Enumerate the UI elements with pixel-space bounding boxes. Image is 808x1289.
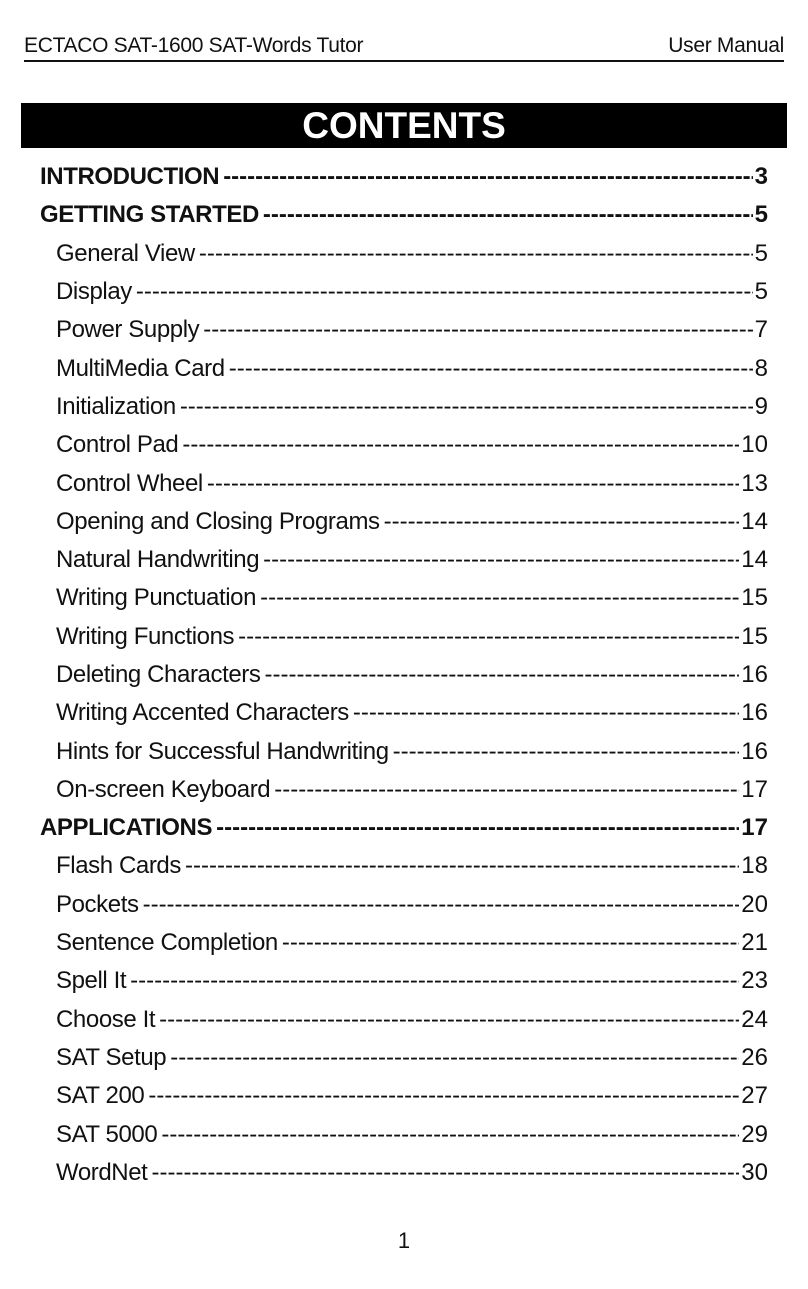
toc-leader-dashes [203, 316, 752, 344]
toc-entry[interactable] [40, 273, 768, 311]
toc-entry-label: Hints for Successful Handwriting [56, 737, 389, 765]
toc-leader-dashes [143, 891, 740, 919]
toc-entry-page: 5 [754, 239, 768, 267]
toc-entry[interactable] [40, 886, 768, 924]
toc-entry-label: Sentence Completion [56, 929, 278, 957]
toc-entry-label: Control Wheel [56, 469, 203, 497]
header-title: ECTACO SAT-1600 SAT-Words Tutor [24, 34, 364, 57]
toc-entry-page: 9 [754, 392, 768, 420]
toc-entry-label: Natural Handwriting [56, 546, 260, 574]
toc-entry[interactable] [40, 694, 768, 732]
toc-entry-label: Pockets [56, 890, 139, 918]
toc-entry-page: 20 [741, 890, 768, 918]
toc-leader-dashes [282, 929, 739, 957]
table-of-contents [40, 158, 768, 1192]
toc-entry-label: General View [56, 239, 195, 267]
toc-leader-dashes [151, 1159, 739, 1187]
toc-entry-page: 17 [741, 814, 768, 842]
toc-leader-dashes [199, 240, 753, 268]
toc-entry[interactable] [40, 962, 768, 1000]
toc-entry-label: Control Pad [56, 431, 179, 459]
toc-leader-dashes [148, 1082, 739, 1110]
toc-leader-dashes [185, 852, 739, 880]
toc-entry-label: Display [56, 278, 132, 306]
toc-entry[interactable] [40, 618, 768, 656]
toc-entry-page: 29 [741, 1120, 768, 1148]
toc-entry-label: On-screen Keyboard [56, 775, 271, 803]
toc-leader-dashes [274, 776, 739, 804]
toc-entry-label: SAT 200 [56, 1082, 145, 1110]
toc-entry-label: MultiMedia Card [56, 354, 225, 382]
toc-leader-dashes [263, 546, 739, 574]
toc-entry[interactable] [40, 426, 768, 464]
toc-entry-page: 3 [754, 163, 768, 191]
toc-entry-label: Deleting Characters [56, 661, 261, 688]
toc-entry[interactable] [40, 235, 768, 273]
toc-entry-page: 15 [741, 584, 768, 612]
toc-entry-label: Choose It [56, 1005, 156, 1033]
toc-entry-page: 14 [741, 507, 768, 535]
toc-entry-page: 27 [741, 1082, 768, 1110]
toc-entry[interactable] [40, 464, 768, 502]
toc-entry[interactable] [40, 311, 768, 349]
toc-entry-page: 21 [741, 929, 768, 957]
toc-entry-page: 30 [741, 1158, 768, 1186]
toc-entry[interactable] [40, 503, 768, 541]
toc-entry-label: Writing Functions [56, 622, 235, 650]
toc-entry[interactable] [40, 809, 768, 847]
toc-entry[interactable] [40, 656, 768, 694]
toc-entry-label: Flash Cards [56, 852, 181, 880]
toc-entry-label: SAT Setup [56, 1043, 167, 1071]
toc-leader-dashes [159, 1006, 739, 1034]
toc-entry-label: Spell It [56, 967, 127, 995]
toc-entry-page: 14 [741, 546, 768, 574]
toc-entry[interactable] [40, 732, 768, 770]
toc-leader-dashes [130, 967, 739, 995]
toc-entry-page: 16 [741, 699, 768, 727]
toc-entry[interactable] [40, 1077, 768, 1115]
toc-leader-dashes [265, 661, 740, 689]
toc-entry-label: Writing Punctuation [56, 584, 257, 612]
toc-entry[interactable] [40, 771, 768, 809]
toc-entry[interactable] [40, 388, 768, 426]
toc-leader-dashes [238, 623, 739, 651]
toc-leader-dashes [136, 278, 753, 306]
toc-leader-dashes [161, 1121, 739, 1149]
toc-entry[interactable] [40, 1154, 768, 1192]
toc-entry-page: 26 [741, 1043, 768, 1071]
toc-entry[interactable] [40, 158, 768, 196]
toc-entry-page: 10 [741, 431, 768, 459]
toc-entry-page: 7 [754, 316, 768, 344]
toc-entry-label: Power Supply [56, 316, 200, 344]
header-manual-label: User Manual [668, 34, 784, 57]
toc-entry-label: Opening and Closing Programs [56, 507, 380, 535]
toc-leader-dashes [260, 584, 739, 612]
page-header [24, 34, 784, 62]
toc-entry-label: Initialization [56, 392, 176, 420]
toc-entry[interactable] [40, 1039, 768, 1077]
toc-leader-dashes [216, 814, 739, 842]
contents-banner: CONTENTS [21, 103, 787, 148]
toc-entry-page: 5 [754, 201, 768, 229]
toc-leader-dashes [263, 201, 753, 229]
page-number: 1 [397, 1228, 411, 1253]
toc-entry-page: 5 [754, 278, 768, 306]
toc-entry[interactable] [40, 924, 768, 962]
toc-entry-label: APPLICATIONS [40, 814, 213, 842]
toc-entry-page: 8 [754, 354, 768, 382]
toc-entry-page: 16 [741, 737, 768, 765]
toc-entry-page: 18 [741, 852, 768, 880]
toc-leader-dashes [393, 738, 740, 766]
toc-entry[interactable] [40, 1001, 768, 1039]
toc-entry-label: SAT 5000 [56, 1120, 158, 1148]
toc-entry[interactable] [40, 196, 768, 234]
toc-leader-dashes [223, 163, 752, 191]
toc-entry-label: Writing Accented Characters [56, 699, 349, 727]
toc-entry[interactable] [40, 579, 768, 617]
toc-leader-dashes [182, 431, 739, 459]
toc-entry[interactable] [40, 1115, 768, 1153]
toc-leader-dashes [170, 1044, 739, 1072]
toc-entry-label: WordNet [56, 1158, 148, 1186]
toc-entry[interactable] [40, 847, 768, 885]
toc-entry-page: 15 [741, 622, 768, 650]
toc-entry-label: INTRODUCTION [40, 163, 220, 191]
toc-entry[interactable] [40, 541, 768, 579]
toc-entry-label: GETTING STARTED [40, 201, 259, 229]
toc-leader-dashes [353, 699, 739, 727]
toc-leader-dashes [229, 355, 753, 383]
toc-leader-dashes [207, 470, 739, 498]
toc-entry-page: 23 [741, 967, 768, 995]
toc-entry-page: 17 [741, 775, 768, 803]
toc-leader-dashes [180, 393, 753, 421]
toc-entry[interactable] [40, 349, 768, 387]
toc-leader-dashes [384, 508, 740, 536]
toc-entry-page: 13 [741, 469, 768, 497]
toc-entry-page: 16 [741, 661, 768, 688]
toc-entry-page: 24 [741, 1005, 768, 1033]
